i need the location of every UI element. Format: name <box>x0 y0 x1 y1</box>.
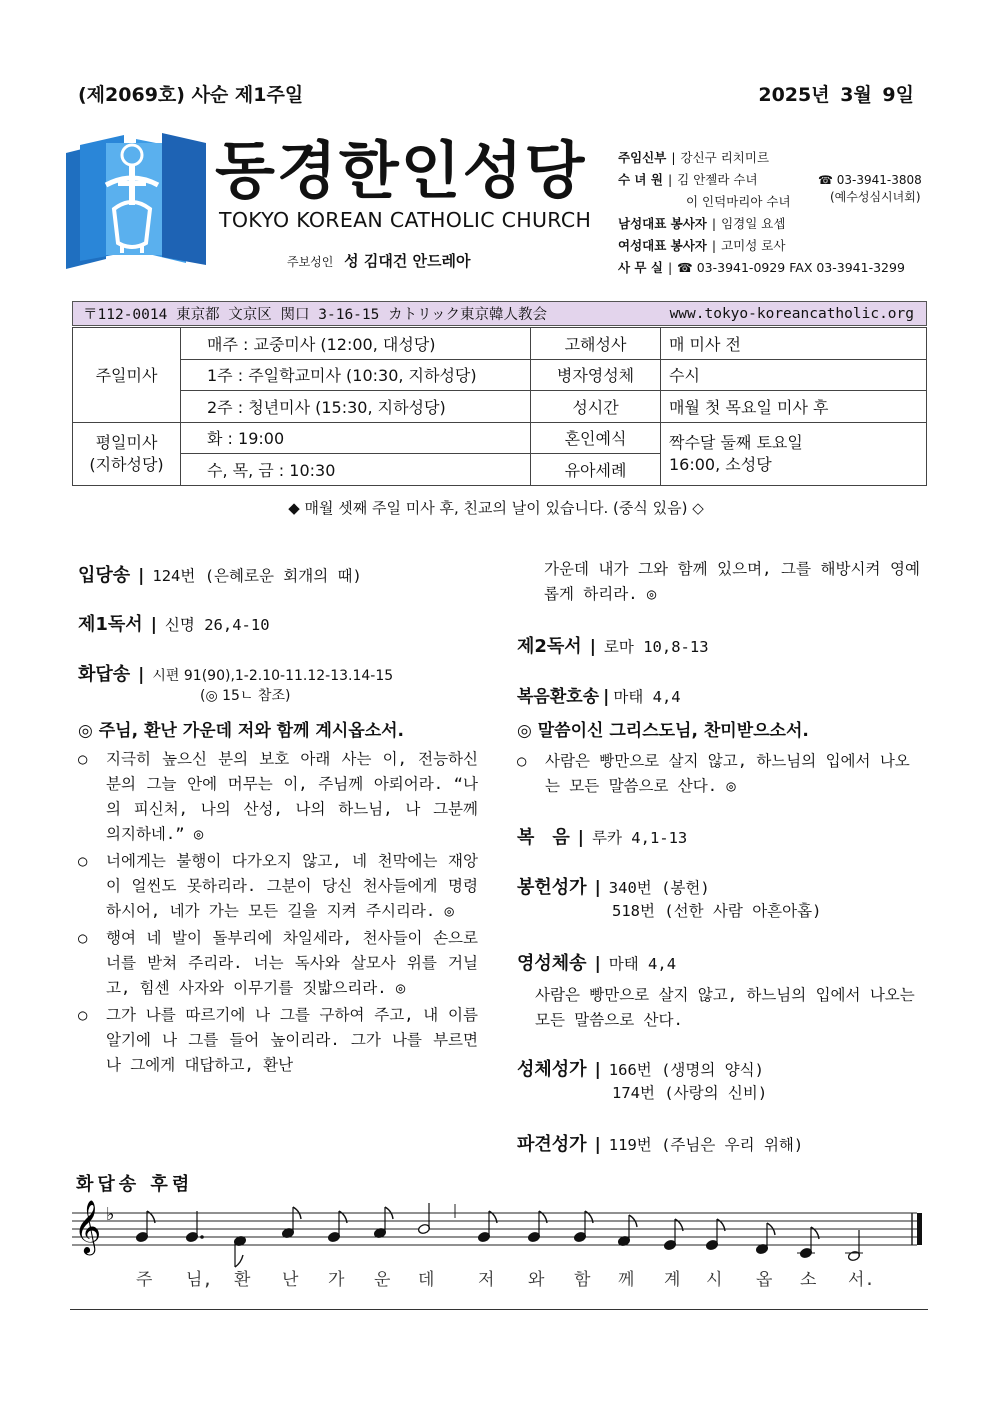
reading1-value: 신명 26,4-10 <box>164 616 270 634</box>
gospel: 복 음 | 루카 4,1-13 <box>517 827 688 848</box>
lyric-syllable: 저 <box>478 1270 495 1290</box>
lyric-syllable: 서. <box>848 1270 875 1290</box>
entrance-hymn: 입당송 | 124번 (은혜로운 회개의 때) <box>78 565 362 586</box>
communion-value-2: 174번 (사랑의 신비) <box>612 1084 768 1102</box>
lyric-syllable: 운 <box>374 1270 391 1290</box>
communion-label: 성체성가 <box>517 1059 587 1080</box>
holy-hour-label: 성시간 <box>531 391 661 423</box>
sunday-mass-label: 주일미사 <box>73 328 181 423</box>
church-logo-icon <box>66 133 206 269</box>
communion-ant-value: 마태 4,4 <box>608 955 677 973</box>
lyric-syllable: 함 <box>574 1270 591 1290</box>
gospel-acc-value: 마태 4,4 <box>613 688 681 706</box>
weekday-mass-2: 수, 목, 금 : 10:30 <box>181 454 531 486</box>
lyric-syllable: 주 <box>136 1270 153 1290</box>
lyric-syllable: 와 <box>528 1270 545 1290</box>
weekday-label-1: 평일미사 <box>95 432 158 452</box>
sunday-mass-1: 매주 : 교중미사 (12:00, 대성당) <box>181 328 531 360</box>
refrain-score <box>72 1198 928 1298</box>
first-reading: 제1독서 | 신명 26,4-10 <box>78 614 270 635</box>
church-website-link[interactable]: www.tokyo-koreancatholic.org <box>669 305 914 322</box>
sick-communion-time: 수시 <box>661 359 927 391</box>
psalm-value: 시편 91(90),1-2.10-11.12-13.14-15 <box>152 668 394 684</box>
monthly-notice: ◆ 매월 셋째 주일 미사 후, 친교의 날이 있습니다. (중식 있음) ◇ <box>288 499 704 517</box>
office-contact: ☎ 03-3941-0929 FAX 03-3941-3299 <box>677 260 905 275</box>
lyric-syllable: 난 <box>282 1270 299 1290</box>
convent-phone <box>818 172 922 206</box>
confession-label: 고해성사 <box>531 328 661 360</box>
communion-value-1: 166번 (생명의 양식) <box>608 1061 764 1079</box>
note-flag <box>235 1255 243 1267</box>
female-rep-label: 여성대표 봉사자 <box>618 238 707 253</box>
church-name-english: TOKYO KOREAN CATHOLIC CHURCH <box>219 208 592 232</box>
church-name-korean: 동경한인성당 <box>215 134 587 207</box>
weekday-mass-1: 화 : 19:00 <box>181 422 531 454</box>
second-reading: 제2독서 | 로마 10,8-13 <box>517 636 709 657</box>
wedding-baptism-time <box>661 422 927 485</box>
recessional-label: 파견성가 <box>517 1134 587 1155</box>
gospel-label: 복 음 <box>517 827 570 848</box>
baptism-label: 유아세례 <box>531 454 661 486</box>
issue-title: (제2069호) 사순 제1주일 <box>78 84 304 106</box>
office-label: 사 무 실 <box>618 260 663 275</box>
lyric-syllable: 계 <box>664 1270 681 1290</box>
communion-antiphon: 영성체송 | 마태 4,4 <box>517 953 677 974</box>
pastor-label: 주임신부 <box>618 150 667 165</box>
psalm-verse: ○ 지극히 높으신 분의 보호 아래 사는 이, 전능하신 분의 그늘 안에 머무는 이, 주님께 아뢰어라. “나의 피신처, 나의 산성, 나의 하느님, 나 그분께 의지하네.” ◎ <box>78 750 478 843</box>
offertory-label: 봉헌성가 <box>517 877 587 898</box>
nun-name-2: 이 인덕마리아 수녀 <box>686 194 791 209</box>
convent-order: (예수성심시녀회) <box>830 190 921 204</box>
communion-ant-label: 영성체송 <box>517 953 587 974</box>
staff-info: 주임신부 | 강신구 리치미르 수 녀 원 | 김 안젤라 수녀 이 인덕마리아 수녀 남성대표 봉사자 | 임경일 요셉 여성대표 봉사자 | 고미성 로사 사 무 실 | ☎ 03-3941-0929 FAX 03-3941-3299 <box>618 147 905 279</box>
patron-label: 주보성인 <box>287 255 334 269</box>
male-rep-label: 남성대표 봉사자 <box>618 216 707 231</box>
staff-lines <box>72 1213 917 1245</box>
lyric-syllable: 데 <box>418 1270 435 1290</box>
flat-sign-icon: ♭ <box>106 1204 115 1225</box>
patron-saint <box>287 250 471 271</box>
church-address: 〒112-0014 東京都 文京区 関口 3-16-15 カトリック東京韓人教会 <box>83 307 548 323</box>
sunday-mass-3: 2주 : 청년미사 (15:30, 지하성당) <box>181 391 531 423</box>
bottom-divider <box>70 1309 928 1310</box>
refrain-title: 화답송 후렴 <box>76 1174 194 1195</box>
offertory-value-1: 340번 (봉헌) <box>608 879 710 897</box>
sick-communion-label: 병자영성체 <box>531 359 661 391</box>
gospel-response: ◎ 말씀이신 그리스도님, 찬미받으소서. <box>517 721 809 741</box>
recessional-value: 119번 (주님은 우리 위해) <box>608 1136 804 1154</box>
offertory-hymn: 봉헌성가 | 340번 (봉헌) <box>517 877 710 898</box>
psalm-label: 화답송 <box>78 664 131 685</box>
sunday-mass-2: 1주 : 주일학교미사 (10:30, 지하성당) <box>181 359 531 391</box>
date-month: 3월 <box>840 84 872 106</box>
reading2-value: 로마 10,8-13 <box>603 638 709 656</box>
female-rep-name: 고미성 로사 <box>721 238 786 253</box>
weekday-mass-label <box>73 422 181 485</box>
wb-time-1: 짝수달 둘째 토요일 <box>669 432 803 452</box>
issue-date <box>754 80 914 107</box>
patron-name: 성 김대건 안드레아 <box>344 252 471 270</box>
treble-clef-icon: 𝄞 <box>74 1199 102 1253</box>
convent-label: 수 녀 원 <box>618 172 663 187</box>
wedding-label: 혼인예식 <box>531 422 661 454</box>
reading2-label: 제2독서 <box>517 636 582 657</box>
holy-hour-time: 매월 첫 목요일 미사 후 <box>661 391 927 423</box>
wb-time-2: 16:00, 소성당 <box>669 454 772 474</box>
weekday-label-2: (지하성당) <box>89 454 164 474</box>
lyric-syllable: 님, <box>186 1270 213 1290</box>
male-rep-name: 임경일 요셉 <box>721 216 786 231</box>
lyric-syllable: 께 <box>618 1270 635 1290</box>
communion-hymn: 성체성가 | 166번 (생명의 양식) <box>517 1059 764 1080</box>
psalm-verse-continued: 가운데 내가 그와 함께 있으며, 그를 해방시켜 영예롭게 하리라. ◎ <box>544 560 920 603</box>
nun-name-1: 김 안젤라 수녀 <box>677 172 758 187</box>
date-day: 9일 <box>882 84 914 106</box>
mass-schedule-table <box>72 327 927 486</box>
gospel-verse: ○ 사람은 빵만으로 살지 않고, 하느님의 입에서 나오는 모든 말씀으로 산다. ◎ <box>517 752 910 795</box>
entrance-label: 입당송 <box>78 565 131 586</box>
offertory-value-2: 518번 (선한 사람 아흔아홉) <box>612 902 822 920</box>
recessional-hymn: 파견성가 | 119번 (주님은 우리 위해) <box>517 1134 804 1155</box>
communion-ant-text: 사람은 빵만으로 살지 않고, 하느님의 입에서 나오는 모든 말씀으로 산다. <box>535 986 915 1029</box>
note-dot <box>200 1235 204 1239</box>
psalm-verse: ○ 행여 네 발이 돌부리에 차일세라, 천사들이 손으로 너를 받쳐 주리라. 너는 독사와 살모사 위를 거닐고, 힘센 사자와 이무기를 짓밟으리라. ◎ <box>78 929 478 997</box>
address-bar <box>72 301 927 326</box>
psalm-verse: ○ 그가 나를 따르기에 나 그를 구하여 주고, 내 이름 알기에 나 그를 들어 높이리라. 그가 나를 부르면 나 그에게 대답하고, 환난 <box>78 1006 478 1074</box>
psalm-verse: ○ 너에게는 불행이 다가오지 않고, 네 천막에는 재앙이 얼씬도 못하리라. 그분이 당신 천사들에게 명령하시어, 네가 가는 모든 길을 지켜 주시리라. ◎ <box>78 852 478 920</box>
lyric-syllable: 시 <box>706 1270 723 1290</box>
lyric-syllable: 환 <box>234 1270 251 1290</box>
entrance-value: 124번 (은혜로운 회개의 때) <box>152 567 362 585</box>
psalm: 화답송 | 시편 91(90),1-2.10-11.12-13.14-15 <box>78 664 394 685</box>
gospel-acc-label: 복음환호송 <box>517 687 600 707</box>
lyric-syllable: 가 <box>328 1270 345 1290</box>
reading1-label: 제1독서 <box>78 614 143 635</box>
pastor-name: 강신구 리치미르 <box>680 150 770 165</box>
psalm-verses <box>78 747 478 1078</box>
lyrics <box>136 1269 875 1290</box>
psalm-ref: (◎ 15ㄴ 참조) <box>200 688 291 704</box>
lyric-syllable: 옵 <box>756 1270 773 1290</box>
gospel-value: 루카 4,1-13 <box>592 829 688 847</box>
gospel-acclamation: 복음환호송 | 마태 4,4 <box>517 687 681 707</box>
lyric-syllable: 소 <box>800 1270 817 1290</box>
confession-time: 매 미사 전 <box>661 328 927 360</box>
date-year: 2025년 <box>758 84 830 106</box>
psalm-response: ◎ 주님, 환난 가운데 저와 함께 계시옵소서. <box>78 721 405 741</box>
final-barline-thick <box>917 1213 922 1245</box>
convent-tel: ☎ 03-3941-3808 <box>818 173 922 187</box>
